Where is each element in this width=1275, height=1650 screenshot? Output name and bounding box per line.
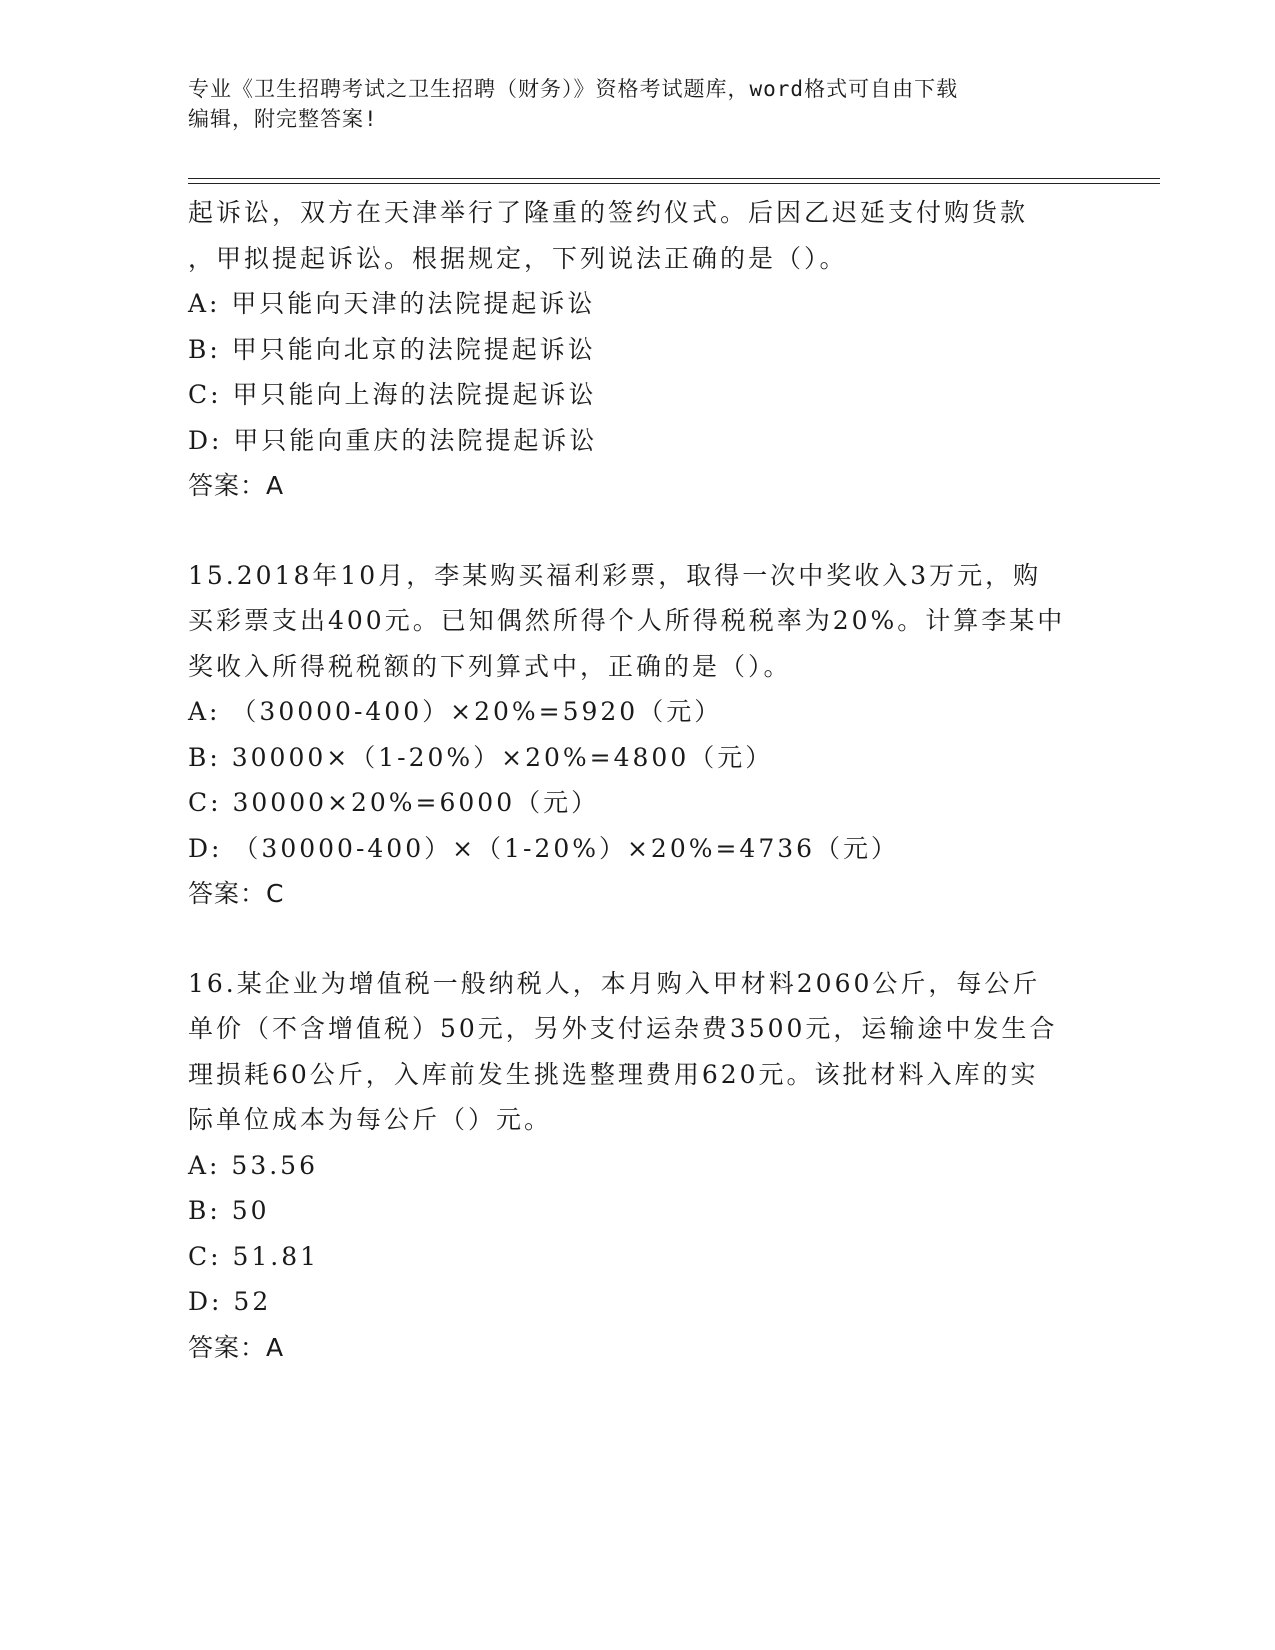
option-a: A: 甲只能向天津的法院提起诉讼 [188,289,596,318]
option-a: A: （30000-400）×20%=5920（元） [188,697,723,726]
question-16 [188,961,1108,1371]
option-d: D: （30000-400）×（1-20%）×20%=4736（元） [188,833,900,863]
spacer [188,917,1108,961]
question-15 [188,553,1108,917]
question-stem-line: 理损耗60公斤，入库前发生挑选整理费用620元。该批材料入库的实 [188,1059,1039,1089]
question-content [188,190,1108,1370]
option-a: A: 53.56 [188,1150,318,1180]
question-14 [188,190,1108,509]
answer: 答案：A [188,1332,285,1362]
question-stem-line: 买彩票支出400元。已知偶然所得个人所得税税率为20%。计算李某中 [188,606,1066,635]
option-b: B: 50 [188,1196,270,1225]
question-stem-line: 际单位成本为每公斤（）元。 [188,1105,553,1134]
question-stem-line: 单价（不含增值税）50元，另外支付运杂费3500元，运输途中发生合 [188,1014,1058,1043]
question-stem-line: 起诉讼，双方在天津举行了隆重的签约仪式。后因乙迟延支付购货款 [188,198,1029,227]
header-divider-bottom [188,183,1160,184]
header-divider-top [188,178,1160,179]
option-d: D: 52 [188,1287,272,1316]
answer: 答案：A [188,471,285,500]
option-c: C: 甲只能向上海的法院提起诉讼 [188,380,597,409]
option-b: B: 甲只能向北京的法院提起诉讼 [188,334,596,364]
header-line-1: 专业《卫生招聘考试之卫生招聘（财务）》资格考试题库，word格式可自由下载 [188,77,959,101]
question-stem-line: 奖收入所得税税额的下列算式中，正确的是（）。 [188,651,792,681]
document-header [188,74,1088,134]
question-stem-line: 15.2018年10月，李某购买福利彩票，取得一次中奖收入3万元，购 [188,560,1042,590]
question-stem-line: 16.某企业为增值税一般纳税人，本月购入甲材料2060公斤，每公斤 [188,968,1041,998]
option-c: C: 51.81 [188,1241,320,1271]
option-d: D: 甲只能向重庆的法院提起诉讼 [188,425,598,455]
spacer [188,509,1108,553]
answer: 答案：C [188,879,285,908]
header-line-2: 编辑，附完整答案! [188,107,378,131]
option-b: B: 30000×（1-20%）×20%=4800（元） [188,742,774,772]
question-stem-line: ，甲拟提起诉讼。根据规定，下列说法正确的是（）。 [188,243,848,273]
option-c: C: 30000×20%=6000（元） [188,788,600,817]
